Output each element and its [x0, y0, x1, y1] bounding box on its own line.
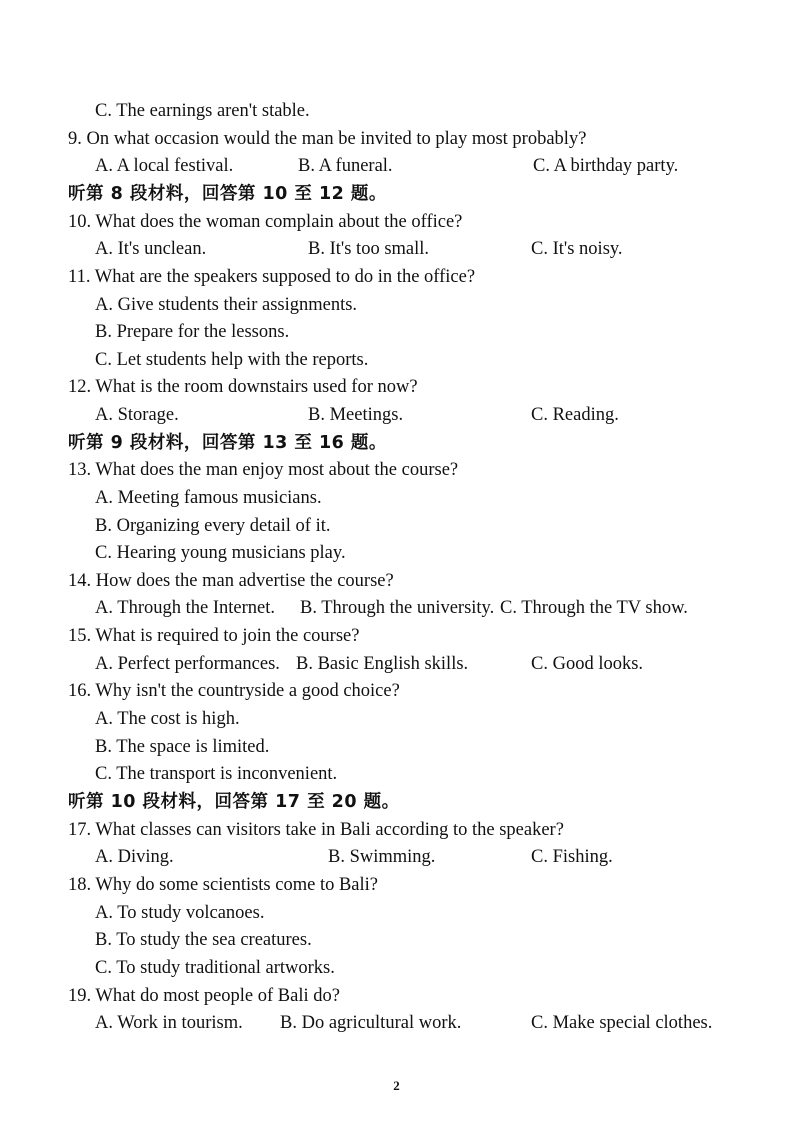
- option-a-q10: A. It's unclean.: [95, 239, 207, 259]
- question-18: 18. Why do some scientists come to Bali?: [68, 875, 379, 895]
- option-b-q10: B. It's too small.: [308, 239, 430, 259]
- option-b-q14: B. Through the university.: [300, 598, 495, 618]
- option-c-q8: C. The earnings aren't stable.: [95, 101, 310, 121]
- option-b-q18: B. To study the sea creatures.: [95, 930, 312, 950]
- option-b-q9: B. A funeral.: [298, 156, 393, 176]
- option-b-q12: B. Meetings.: [308, 405, 404, 425]
- section-heading-8: 听第 8 段材料，回答第 10 至 12 题。: [68, 184, 387, 204]
- option-c-q9: C. A birthday party.: [533, 156, 679, 176]
- page-number: 2: [393, 1078, 400, 1093]
- option-c-q13: C. Hearing young musicians play.: [95, 543, 346, 563]
- option-b-q16: B. The space is limited.: [95, 737, 270, 757]
- question-13: 13. What does the man enjoy most about the course?: [68, 460, 459, 480]
- option-b-q15: B. Basic English skills.: [296, 654, 469, 674]
- option-c-q11: C. Let students help with the reports.: [95, 350, 369, 370]
- option-c-q19: C. Make special clothes.: [531, 1013, 713, 1033]
- option-a-q17: A. Diving.: [95, 847, 174, 867]
- question-12: 12. What is the room downstairs used for now?: [68, 377, 418, 397]
- option-a-q12: A. Storage.: [95, 405, 179, 425]
- option-c-q15: C. Good looks.: [531, 654, 644, 674]
- option-b-q17: B. Swimming.: [328, 847, 436, 867]
- question-14: 14. How does the man advertise the course?: [68, 571, 394, 591]
- option-a-q9: A. A local festival.: [95, 156, 234, 176]
- question-9: 9. On what occasion would the man be invited to play most probably?: [68, 129, 587, 149]
- option-b-q19: B. Do agricultural work.: [280, 1013, 462, 1033]
- option-c-q17: C. Fishing.: [531, 847, 613, 867]
- option-a-q16: A. The cost is high.: [95, 709, 240, 729]
- option-a-q18: A. To study volcanoes.: [95, 903, 265, 923]
- option-c-q18: C. To study traditional artworks.: [95, 958, 335, 978]
- option-a-q14: A. Through the Internet.: [95, 598, 275, 618]
- option-a-q15: A. Perfect performances.: [95, 654, 280, 674]
- question-15: 15. What is required to join the course?: [68, 626, 360, 646]
- option-b-q11: B. Prepare for the lessons.: [95, 322, 290, 342]
- option-c-q12: C. Reading.: [531, 405, 619, 425]
- option-a-q19: A. Work in tourism.: [95, 1013, 243, 1033]
- option-c-q14: C. Through the TV show.: [500, 598, 688, 618]
- question-10: 10. What does the woman complain about the office?: [68, 212, 463, 232]
- option-a-q13: A. Meeting famous musicians.: [95, 488, 322, 508]
- option-a-q11: A. Give students their assignments.: [95, 295, 358, 315]
- section-heading-9: 听第 9 段材料，回答第 13 至 16 题。: [68, 433, 387, 453]
- question-11: 11. What are the speakers supposed to do in the office?: [68, 267, 476, 287]
- section-heading-10: 听第 10 段材料，回答第 17 至 20 题。: [68, 792, 400, 812]
- question-19: 19. What do most people of Bali do?: [68, 986, 340, 1006]
- question-17: 17. What classes can visitors take in Bali according to the speaker?: [68, 820, 564, 840]
- option-b-q13: B. Organizing every detail of it.: [95, 516, 331, 536]
- option-c-q16: C. The transport is inconvenient.: [95, 764, 338, 784]
- question-16: 16. Why isn't the countryside a good choice?: [68, 681, 400, 701]
- option-c-q10: C. It's noisy.: [531, 239, 623, 259]
